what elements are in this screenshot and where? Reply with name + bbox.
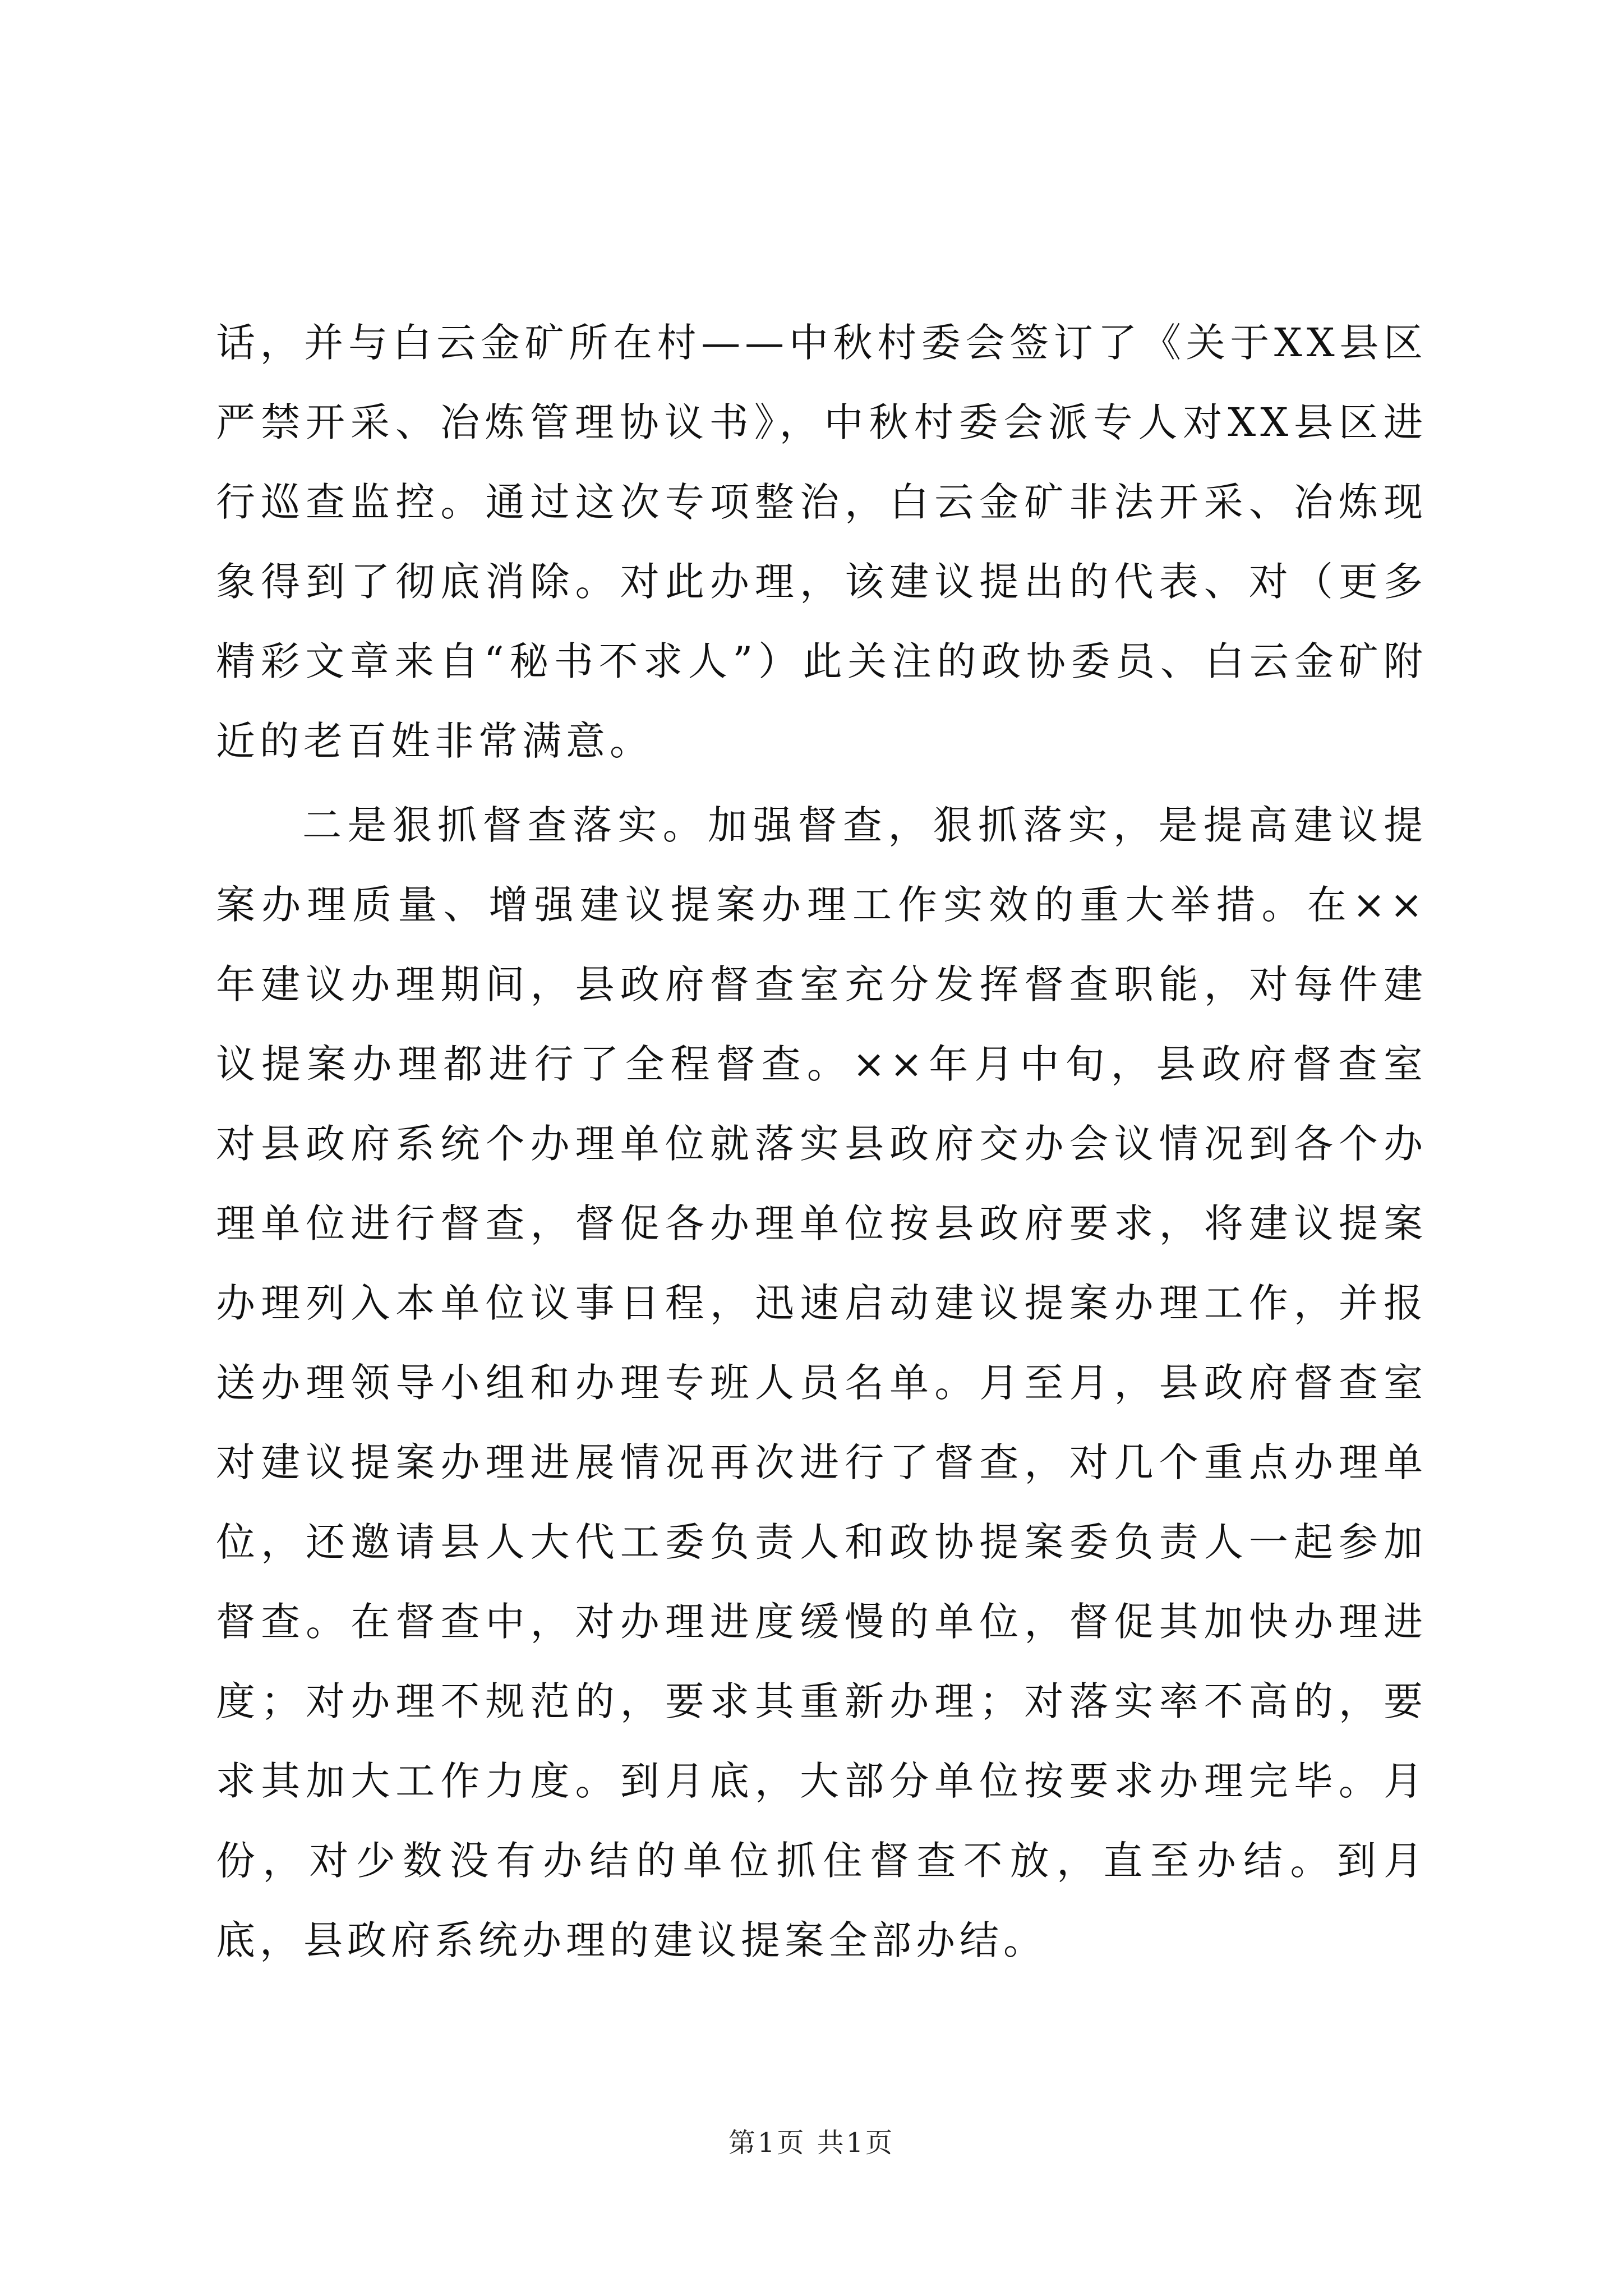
body-paragraph-2: 二是狠抓督查落实。加强督查，狠抓落实，是提高建议提案办理质量、增强建议提案办理工作实效的重大举措。在××年建议办理期间，县政府督查室充分发挥督查职能，对每件建议提案办理都进行了全程督查。××年月中旬，县政府督查室对县政府系统个办理单位就落实县政府交办会议情况到各个办理单位进行督查，督促各办理单位按县政府要求，将建议提案办理列入本单位议事日程，迅速启动建议提案办理工作，并报送办理领导小组和办理专班人员名单。月至月，县政府督查室对建议提案办理进展情况再次进行了督查，对几个重点办理单位，还邀请县人大代工委负责人和政协提案委负责人一起参加督查。在督查中，对办理进度缓慢的单位，督促其加快办理进度；对办理不规范的，要求其重新办理；对落实率不高的，要求其加大工作力度。到月底，大部分单位按要求办理完毕。月份，对少数没有办结的单位抓住督查不放，直至办结。到月底，县政府系统办理的建议提案全部办结。 (216, 802, 1427, 1963)
body-paragraph-1: 话，并与白云金矿所在村——中秋村委会签订了《关于XX县区严禁开采、冶炼管理协议书》，中秋村委会派专人对XX县区进行巡查监控。通过这次专项整治，白云金矿非法开采、冶炼现象得到了彻底消除。对此办理，该建议提出的代表、对（更多精彩文章来自“秘书不求人”）此关注的政协委员、白云金矿附近的老百姓非常满意。 (216, 320, 1427, 764)
document-body (216, 303, 1427, 1980)
page-footer: 第1页 共1页 (728, 2127, 895, 2159)
